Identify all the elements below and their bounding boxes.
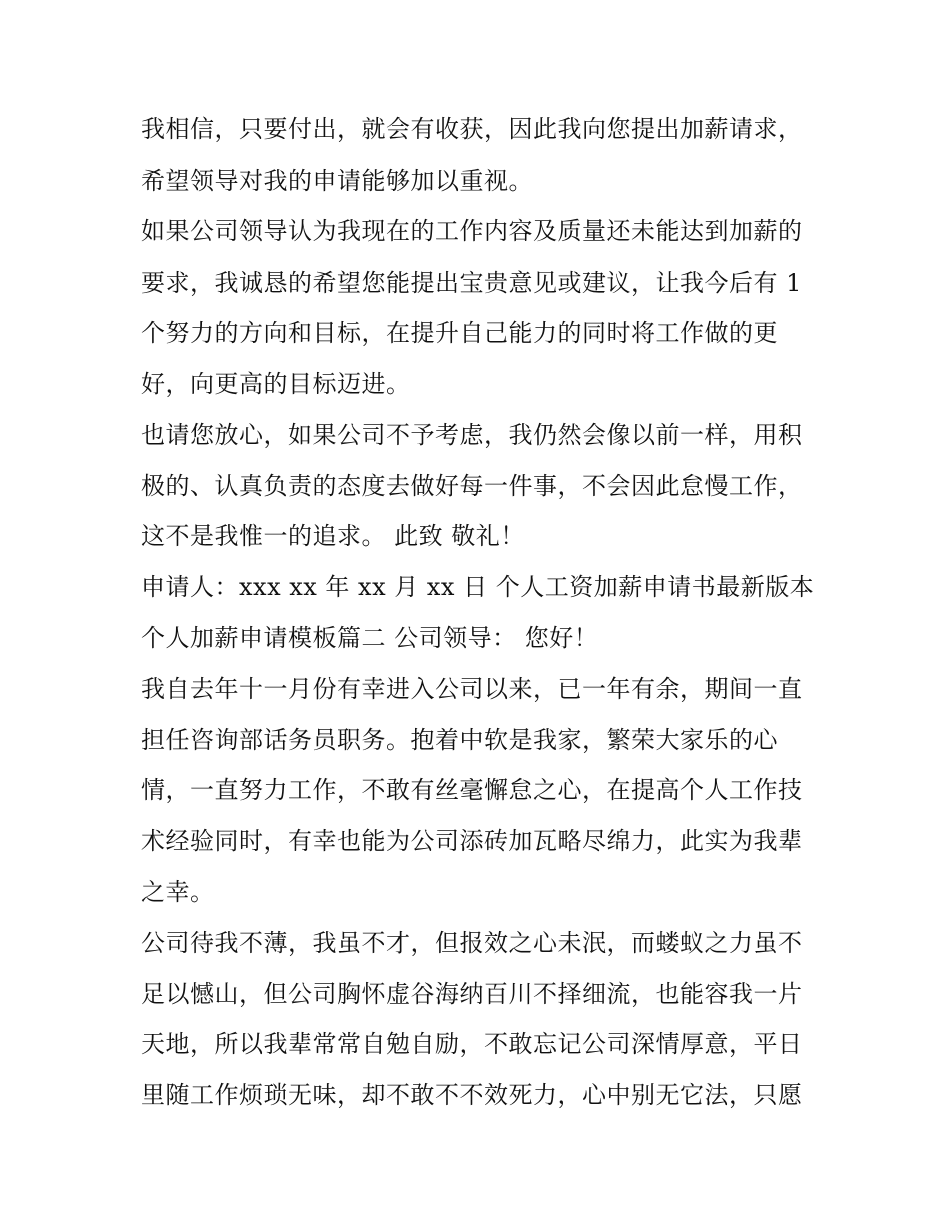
text-line: 也请您放心，如果公司不予考虑，我仍然会像以前一样，用积: [141, 421, 803, 449]
text-line: 好，向更高的目标迈进。: [141, 370, 411, 398]
text-line: 担任咨询部话务员职务。抱着中软是我家，繁荣大家乐的心: [141, 726, 778, 754]
text-line: 我自去年十一月份有幸进入公司以来，已一年有余，期间一直: [141, 675, 803, 703]
text-line: 个努力的方向和目标，在提升自己能力的同时将工作做的更: [141, 319, 778, 347]
text-line: 天地，所以我辈常常自勉自励，不敢忘记公司深情厚意，平日: [141, 1030, 803, 1058]
text-line: 希望领导对我的申请能够加以重视。: [141, 167, 533, 195]
text-line: 这不是我惟一的追求。 此致 敬礼！: [141, 522, 525, 550]
text-line: 之幸。: [141, 878, 215, 906]
text-line: 要求，我诚恳的希望您能提出宝贵意见或建议，让我今后有 1: [141, 269, 802, 297]
text-line: 里随工作烦琐无味，却不敢不不效死力，心中别无它法，只愿: [141, 1081, 803, 1109]
text-line: 术经验同时，有幸也能为公司添砖加瓦略尽绵力，此实为我辈: [141, 827, 803, 855]
text-line: 足以憾山，但公司胸怀虚谷海纳百川不择细流，也能容我一片: [141, 980, 803, 1008]
text-line: 申请人：xxx xx 年 xx 月 xx 日 个人工资加薪申请书最新版本: [141, 573, 815, 601]
text-line: 我相信，只要付出，就会有收获，因此我向您提出加薪请求，: [141, 115, 803, 143]
text-line: 如果公司领导认为我现在的工作内容及质量还未能达到加薪的: [141, 217, 803, 245]
text-line: 情，一直努力工作，不敢有丝毫懈怠之心，在提高个人工作技: [141, 776, 803, 804]
text-line: 极的、认真负责的态度去做好每一件事，不会因此怠慢工作，: [141, 472, 803, 500]
text-line: 个人加薪申请模板篇二 公司领导： 您好！: [141, 624, 599, 652]
text-line: 公司待我不薄，我虽不才，但报效之心未泯，而蝼蚁之力虽不: [141, 929, 803, 957]
